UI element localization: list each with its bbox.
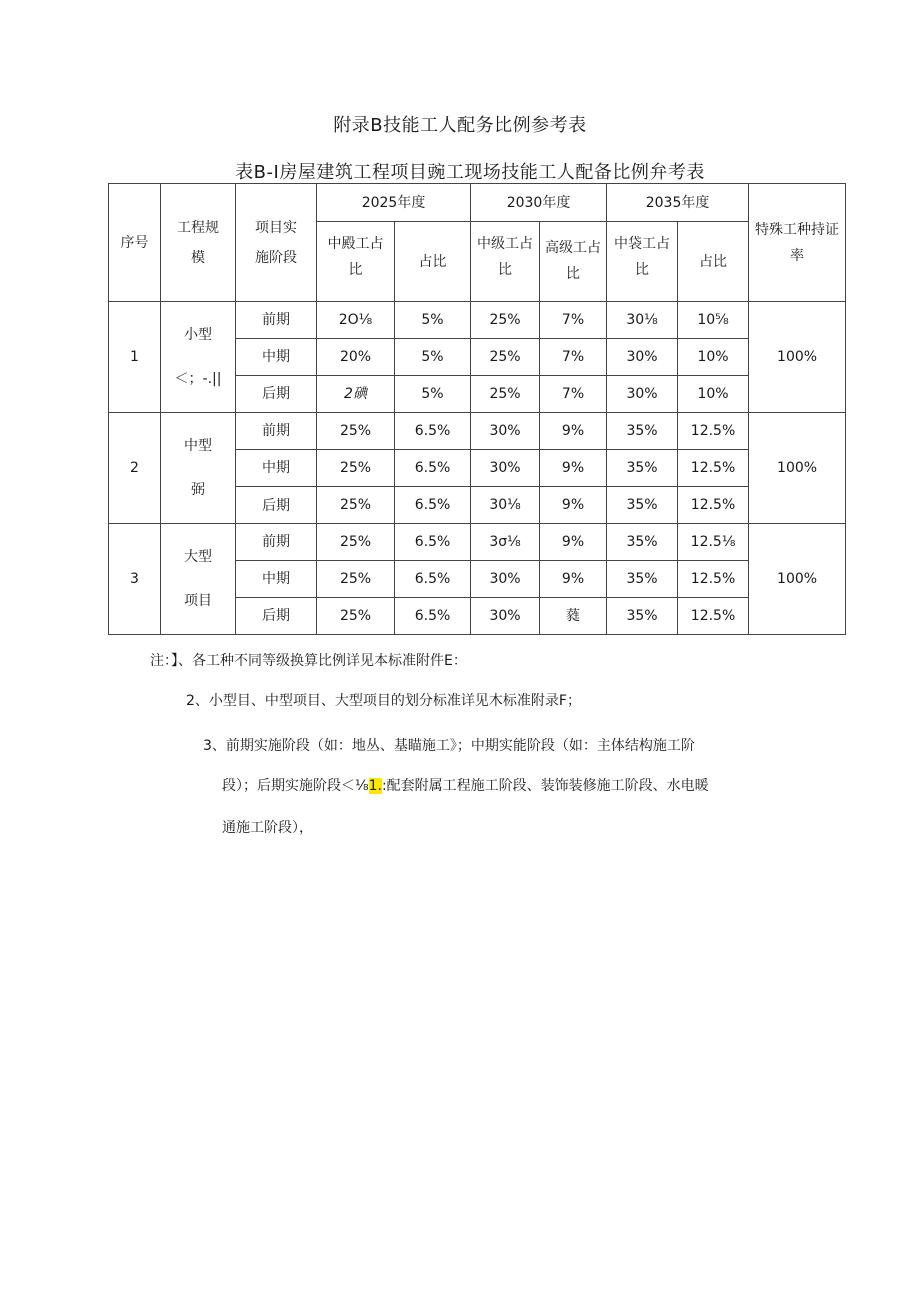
stage-cell: 后期	[236, 376, 317, 413]
header-seq: 序号	[109, 184, 161, 302]
value-cell: 25%	[317, 598, 395, 635]
value-cell: 6.5%	[395, 598, 471, 635]
stage-cell: 中期	[236, 339, 317, 376]
value-cell: 30%	[471, 598, 540, 635]
header-2030-mid: 中级工占比	[471, 222, 540, 302]
note-4	[222, 775, 709, 795]
scale-cell	[161, 413, 236, 524]
value-cell: 6.5%	[395, 487, 471, 524]
value-cell: 12.5%	[678, 450, 749, 487]
note-1: 注：】、各工种不同等级换算比例详见本标准附件E：	[150, 653, 467, 669]
value-cell: 2O⅛	[317, 302, 395, 339]
value-cell: 35%	[607, 450, 678, 487]
value-cell: 35%	[607, 561, 678, 598]
note-4-text-b: :配套附属工程施工阶段、装饰装修施工阶段、水电暖	[381, 778, 709, 794]
stage-cell: 后期	[236, 598, 317, 635]
table-row	[109, 413, 846, 450]
value-cell: 12.5%	[678, 598, 749, 635]
value-cell: 30%	[607, 339, 678, 376]
special-rate-cell: 100%	[749, 413, 846, 524]
scale-sub-label: 弼	[191, 482, 205, 498]
header-special: 特殊工种持证率	[749, 184, 846, 302]
stage-cell: 前期	[236, 413, 317, 450]
value-cell: 9%	[540, 524, 607, 561]
header-2035-mid: 中袋工占比	[607, 222, 678, 302]
value-cell: 6.5%	[395, 524, 471, 561]
note-2: 2、小型目、中型项目、大型项目的划分标准详见木标准附录F；	[186, 693, 581, 709]
value-cell: 35%	[607, 598, 678, 635]
value-cell: 10⅝	[678, 302, 749, 339]
value-cell: 25%	[471, 339, 540, 376]
value-cell: 30%	[471, 413, 540, 450]
value-cell: 3σ⅛	[471, 524, 540, 561]
table-caption: 表B-I房屋建筑工程项目豌工现场技能工人配备比例弁考表	[235, 162, 705, 183]
header-stage: 项目实施阶段	[236, 184, 317, 302]
value-cell: 6.5%	[395, 561, 471, 598]
note-4-text-a: 段）；后期实施阶段＜⅛	[222, 778, 369, 794]
special-rate-cell: 100%	[749, 524, 846, 635]
header-scale: 工程规模	[161, 184, 236, 302]
value-cell: 30%	[471, 561, 540, 598]
special-rate-cell: 100%	[749, 302, 846, 413]
value-cell: 9%	[540, 413, 607, 450]
stage-cell: 中期	[236, 561, 317, 598]
header-2025-mid: 中殿工占比	[317, 222, 395, 302]
value-cell: 5%	[395, 376, 471, 413]
value-cell: 蕤	[540, 598, 607, 635]
value-cell: 12.5⅛	[678, 524, 749, 561]
stage-cell: 中期	[236, 450, 317, 487]
value-cell: 25%	[317, 487, 395, 524]
value-cell: 30⅛	[471, 487, 540, 524]
header-2025-ratio: 占比	[395, 222, 471, 302]
value-cell: 30%	[471, 450, 540, 487]
value-cell: 6.5%	[395, 450, 471, 487]
value-cell: 25%	[317, 450, 395, 487]
value-cell: 12.5%	[678, 487, 749, 524]
table-row	[109, 524, 846, 561]
value-cell: 25%	[471, 302, 540, 339]
header-2035-ratio: 占比	[678, 222, 749, 302]
note-3: 3、前期实施阶段（如：地丛、基瞄施工》；中期实能阶段（如：主体结构施工阶	[203, 738, 695, 754]
header-year-2025: 2025年度	[317, 184, 471, 222]
stage-cell: 前期	[236, 302, 317, 339]
value-cell: 10%	[678, 339, 749, 376]
value-cell: 2碘	[317, 376, 395, 413]
appendix-title: 附录B技能工人配务比例参考表	[333, 115, 587, 136]
value-cell: 25%	[317, 524, 395, 561]
value-cell: 12.5%	[678, 413, 749, 450]
header-2030-high: 高级工占比	[540, 222, 607, 302]
note-4-highlight: 1.	[368, 778, 382, 794]
value-cell: 7%	[540, 339, 607, 376]
header-year-2035: 2035年度	[607, 184, 749, 222]
stage-cell: 前期	[236, 524, 317, 561]
seq-cell: 3	[109, 524, 161, 635]
value-cell: 35%	[607, 524, 678, 561]
value-cell: 7%	[540, 302, 607, 339]
seq-cell: 1	[109, 302, 161, 413]
value-cell: 5%	[395, 339, 471, 376]
value-cell: 10%	[678, 376, 749, 413]
value-cell: 6.5%	[395, 413, 471, 450]
stage-cell: 后期	[236, 487, 317, 524]
seq-cell: 2	[109, 413, 161, 524]
value-cell: 7%	[540, 376, 607, 413]
value-cell: 25%	[471, 376, 540, 413]
value-cell: 9%	[540, 487, 607, 524]
value-cell: 25%	[317, 561, 395, 598]
value-cell: 30%	[607, 376, 678, 413]
scale-sub-label: ＜；-.||	[174, 371, 222, 387]
value-cell: 25%	[317, 413, 395, 450]
table-row	[109, 302, 846, 339]
note-5: 通施工阶段），	[222, 820, 313, 836]
value-cell: 9%	[540, 450, 607, 487]
value-cell: 9%	[540, 561, 607, 598]
value-cell: 20%	[317, 339, 395, 376]
ratio-table	[108, 183, 846, 635]
value-cell: 30⅛	[607, 302, 678, 339]
value-cell: 35%	[607, 413, 678, 450]
header-year-2030: 2030年度	[471, 184, 607, 222]
scale-sub-label: 项目	[184, 593, 212, 609]
scale-label: 大型	[184, 549, 212, 565]
header-row-1	[109, 184, 846, 222]
scale-label: 小型	[184, 327, 212, 343]
value-cell: 35%	[607, 487, 678, 524]
value-cell: 5%	[395, 302, 471, 339]
scale-label: 中型	[184, 438, 212, 454]
scale-cell	[161, 524, 236, 635]
value-cell: 12.5%	[678, 561, 749, 598]
scale-cell	[161, 302, 236, 413]
